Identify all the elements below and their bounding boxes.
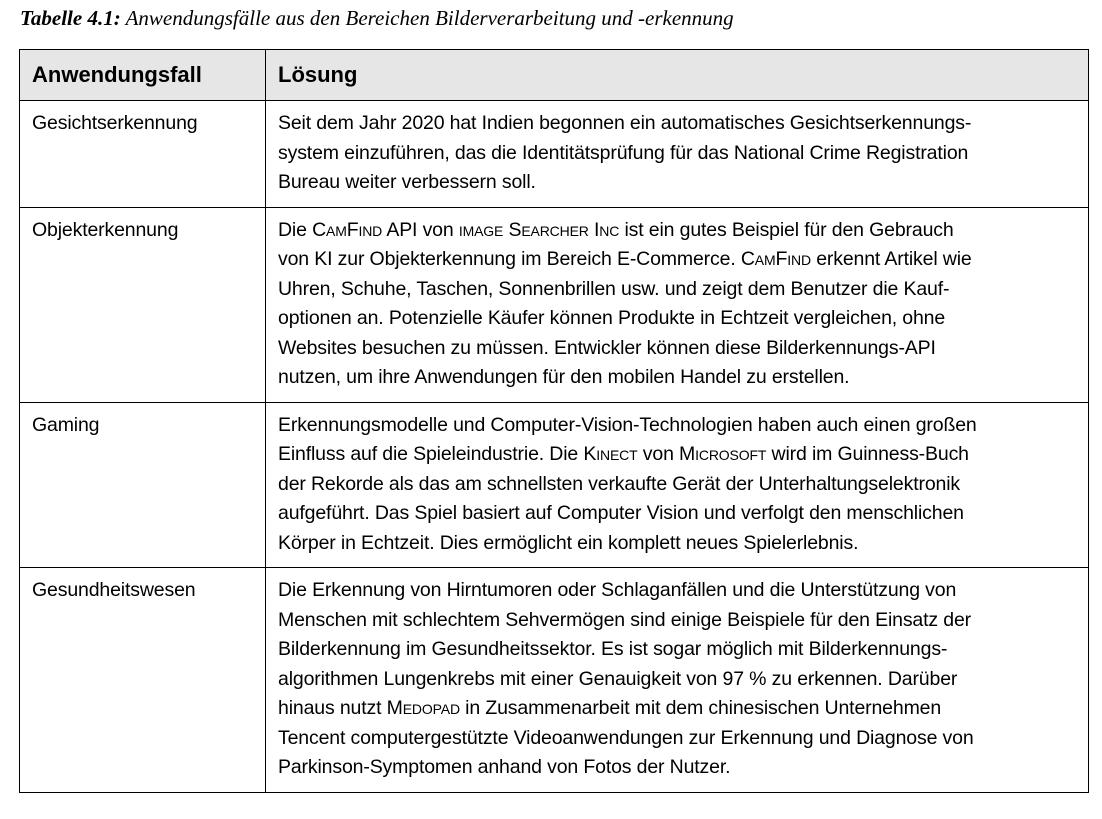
solution-line: Körper in Echtzeit. Dies ermöglicht ein komplett neues Spielerlebnis. [278,531,859,554]
table-caption [20,6,734,31]
company-name: image Searcher Inc [458,218,620,241]
solution-line: Parkinson-Symptomen anhand von Fotos der Nutzer. [278,756,731,778]
table-row [20,207,1089,402]
company-name: Microsoft [679,443,767,465]
solution-line: algorithmen Lungenkrebs mit einer Genauigkeit von 97 % zu erkennen. Darüber [278,667,958,690]
use-case-cell: Objekterkennung [20,207,266,402]
text-run: erkennt Artikel wie [810,248,972,270]
solution-cell [266,101,1089,208]
solution-line: Erkennungsmodelle und Computer-Vision-Technologien haben auch einen großen [278,413,977,436]
solution-line: optionen an. Potenzielle Käufer können Produkte in Echtzeit vergleichen, ohne [278,307,946,329]
solution-cell [266,207,1089,402]
solution-cell [266,568,1089,793]
text-run: ist ein gutes Beispiel für den Gebrauch [619,218,954,241]
caption-label: Tabelle 4.1: [20,6,121,30]
column-header-solution: Lösung [266,50,1089,101]
table-row [20,402,1089,568]
solution-line: system einzuführen, das die Identitätsprüfung für das National Crime Registration [278,141,969,164]
solution-line: Bureau weiter verbessern soll. [278,171,536,193]
text-run: in Zusammenarbeit mit dem chinesischen Unternehmen [459,697,942,719]
solution-line [278,245,1078,275]
text-run: Einfluss auf die Spieleindustrie. Die [278,443,584,465]
text-run: von KI zur Objekterkennung im Bereich E-Commerce. [278,248,736,270]
solution-line: Menschen mit schlechtem Sehvermögen sind einige Beispiele für den Einsatz der [278,608,971,631]
solution-line: nutzen, um ihre Anwendungen für den mobilen Handel zu erstellen. [278,366,850,388]
solution-line: Bilderkennung im Gesundheitssektor. Es ist sogar möglich mit Bilderkennungs- [278,638,948,660]
solution-line: Websites besuchen zu müssen. Entwickler können diese Bilderkennungs-API [278,336,936,359]
product-name: Kinect [583,443,638,465]
product-name: CamFind [312,218,383,241]
text-run: hinaus nutzt [278,697,387,719]
solution-line: Tencent computergestützte Videoanwendungen zur Erkennung und Diagnose von [278,726,974,749]
product-name: CamFind [740,248,811,270]
column-header-use-case: Anwendungsfall [20,50,266,101]
text-run: Die [278,218,313,241]
solution-line: Seit dem Jahr 2020 hat Indien begonnen ein automatisches Gesichtserkennungs- [278,112,972,134]
solution-line: Die Erkennung von Hirntumoren oder Schlaganfällen und die Unterstützung von [278,579,957,601]
use-case-cell: Gaming [20,402,266,568]
use-case-cell: Gesundheitswesen [20,568,266,793]
solution-line: aufgeführt. Das Spiel basiert auf Computer Vision und verfolgt den menschlichen [278,502,964,524]
table-row [20,568,1089,793]
caption-text: Anwendungsfälle aus den Bereichen Bilderverarbeitung und -erkennung [125,6,734,30]
text-run: API von [382,218,459,241]
use-case-cell: Gesichtserkennung [20,101,266,208]
solution-line: der Rekorde als das am schnellsten verkaufte Gerät der Unterhaltungselektronik [278,472,960,495]
table-header-row [20,50,1089,101]
solution-line: Uhren, Schuhe, Taschen, Sonnenbrillen usw. und zeigt dem Benutzer die Kauf- [278,277,950,300]
table-row [20,101,1089,208]
solution-line [278,694,1078,724]
company-name: Medopad [386,697,460,719]
use-case-table [19,49,1089,793]
solution-line [278,216,1078,246]
solution-cell [266,402,1089,568]
text-run: von [637,443,680,465]
text-run: wird im Guinness-Buch [766,443,969,465]
solution-line [278,440,1078,470]
